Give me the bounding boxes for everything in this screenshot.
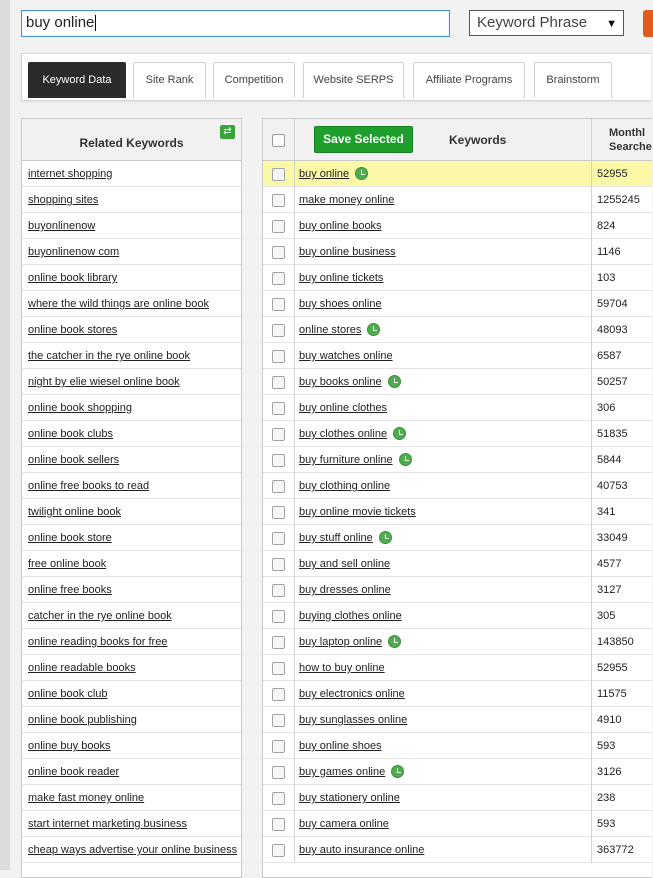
row-checkbox[interactable] [272, 480, 285, 493]
match-type-value: Keyword Phrase [477, 14, 588, 31]
related-keyword-link[interactable]: buyonlinenow com [28, 246, 120, 258]
keyword-row [263, 629, 652, 655]
related-keyword-row [22, 421, 241, 447]
row-checkbox[interactable] [272, 402, 285, 415]
keyword-link[interactable]: buy online business [299, 246, 396, 258]
search-input[interactable] [21, 10, 450, 37]
keyword-link[interactable]: buy online clothes [299, 402, 388, 414]
related-keyword-link[interactable]: start internet marketing business [28, 818, 187, 830]
row-checkbox[interactable] [272, 558, 285, 571]
related-keyword-link[interactable]: online book reader [28, 766, 120, 778]
keyword-row [263, 811, 652, 837]
related-keyword-row [22, 681, 241, 707]
keyword-link[interactable]: buy auto insurance online [299, 844, 425, 856]
related-keyword-link[interactable]: online free books to read [28, 480, 150, 492]
keyword-cell [299, 785, 400, 811]
keyword-row [263, 577, 652, 603]
related-keyword-row [22, 239, 241, 265]
related-keyword-link[interactable]: online readable books [28, 662, 136, 674]
tab-affiliate-programs[interactable] [413, 62, 525, 98]
related-keyword-link[interactable]: online book clubs [28, 428, 114, 440]
column-divider [294, 161, 295, 863]
keyword-cell [299, 213, 382, 239]
related-keyword-link[interactable]: internet shopping [28, 168, 113, 180]
tab-site-rank[interactable] [133, 62, 206, 98]
keyword-row [263, 707, 652, 733]
tab-label: Brainstorm [546, 74, 600, 86]
monthly-searches-cell: 306 [597, 402, 616, 414]
select-all-checkbox[interactable] [272, 134, 285, 147]
related-keyword-row [22, 317, 241, 343]
related-keyword-row [22, 395, 241, 421]
keyword-cell [299, 317, 380, 343]
keyword-link[interactable]: buy online tickets [299, 272, 384, 284]
keyword-cell [299, 421, 406, 447]
monthly-searches-cell: 1255245 [597, 194, 640, 206]
column-divider [591, 161, 592, 863]
related-keyword-link[interactable]: online book stores [28, 324, 118, 336]
tab-label: Competition [224, 74, 284, 86]
keyword-row [263, 369, 652, 395]
row-checkbox[interactable] [272, 610, 285, 623]
keyword-cell [299, 343, 393, 369]
related-keyword-link[interactable]: shopping sites [28, 194, 99, 206]
monthly-searches-cell: 52955 [597, 662, 628, 674]
row-checkbox[interactable] [272, 220, 285, 233]
monthly-searches-cell: 238 [597, 792, 616, 804]
keyword-cell [299, 629, 401, 655]
keyword-cell [299, 499, 416, 525]
keyword-link[interactable]: buy watches online [299, 350, 393, 362]
keyword-row [263, 343, 652, 369]
keyword-cell [299, 707, 407, 733]
keyword-link[interactable]: buy stuff online [299, 532, 373, 544]
row-checkbox[interactable] [272, 506, 285, 519]
keyword-link[interactable]: buy books online [299, 376, 382, 388]
keyword-row [263, 161, 652, 187]
row-checkbox[interactable] [272, 714, 285, 727]
keyword-row [263, 213, 652, 239]
related-keyword-link[interactable]: cheap ways advertise your online business [28, 844, 238, 856]
related-keyword-row [22, 473, 241, 499]
keyword-cell [299, 265, 383, 291]
text-caret [95, 15, 96, 31]
monthly-searches-cell: 6587 [597, 350, 622, 362]
row-checkbox[interactable] [272, 246, 285, 259]
related-keyword-link[interactable]: twilight online book [28, 506, 121, 518]
keyword-row [263, 265, 652, 291]
keyword-row [263, 447, 652, 473]
keyword-cell [299, 161, 368, 187]
tab-keyword-data[interactable] [28, 62, 126, 98]
column-divider [591, 119, 592, 160]
monthly-searches-cell: 4577 [597, 558, 622, 570]
related-keyword-row [22, 369, 241, 395]
related-keyword-row [22, 603, 241, 629]
monthly-searches-cell: 51835 [597, 428, 628, 440]
tab-website-serps[interactable] [303, 62, 404, 98]
keyword-cell [299, 187, 394, 213]
keyword-cell [299, 525, 392, 551]
related-keyword-row [22, 291, 241, 317]
row-checkbox[interactable] [272, 298, 285, 311]
keyword-link[interactable]: online stores [299, 324, 362, 336]
monthly-searches-cell: 48093 [597, 324, 628, 336]
keyword-link[interactable]: buy online shoes [299, 740, 382, 752]
related-keyword-link[interactable]: online book sellers [28, 454, 120, 466]
keyword-row [263, 759, 652, 785]
monthly-searches-cell: 3126 [597, 766, 622, 778]
row-checkbox[interactable] [272, 818, 285, 831]
related-keyword-row [22, 525, 241, 551]
related-keyword-row [22, 759, 241, 785]
monthly-header-line2: Searche [609, 141, 652, 153]
monthly-searches-cell: 824 [597, 220, 616, 232]
monthly-searches-cell: 50257 [597, 376, 628, 388]
related-keyword-row [22, 707, 241, 733]
keyword-cell [299, 603, 402, 629]
row-checkbox[interactable] [272, 844, 285, 857]
keyword-link[interactable]: buy games online [299, 766, 386, 778]
tab-brainstorm[interactable] [534, 62, 612, 98]
clock-icon[interactable] [391, 765, 404, 778]
search-submit-button[interactable] [643, 10, 653, 37]
keyword-link[interactable]: buy camera online [299, 818, 389, 830]
related-keyword-row [22, 161, 241, 187]
related-keyword-link[interactable]: the catcher in the rye online book [28, 350, 191, 362]
related-keyword-row [22, 213, 241, 239]
keyword-row [263, 395, 652, 421]
row-checkbox[interactable] [272, 766, 285, 779]
keyword-cell [299, 473, 390, 499]
tab-label: Website SERPS [313, 74, 394, 86]
monthly-searches-cell: 593 [597, 740, 616, 752]
monthly-searches-cell: 4910 [597, 714, 622, 726]
related-keyword-link[interactable]: online book library [28, 272, 118, 284]
related-keywords-list [22, 161, 241, 863]
keyword-link[interactable]: buy shoes online [299, 298, 382, 310]
clock-icon[interactable] [367, 323, 380, 336]
keyword-link[interactable]: buying clothes online [299, 610, 402, 622]
swap-arrows-icon[interactable]: ⇄ [220, 125, 235, 139]
row-checkbox[interactable] [272, 194, 285, 207]
row-checkbox[interactable] [272, 376, 285, 389]
monthly-searches-cell: 59704 [597, 298, 628, 310]
related-keyword-link[interactable]: night by elie wiesel online book [28, 376, 180, 388]
monthly-searches-cell: 11575 [597, 688, 627, 700]
related-keyword-link[interactable]: catcher in the rye online book [28, 610, 172, 622]
related-keyword-link[interactable]: where the wild things are online book [28, 298, 210, 310]
keyword-row [263, 655, 652, 681]
clock-icon[interactable] [379, 531, 392, 544]
monthly-searches-cell: 1146 [597, 246, 621, 258]
monthly-header-line1: Monthl [609, 127, 646, 139]
column-divider [294, 119, 295, 160]
related-keyword-row [22, 733, 241, 759]
row-checkbox[interactable] [272, 662, 285, 675]
match-type-select[interactable] [469, 10, 624, 36]
keyword-cell [299, 395, 387, 421]
row-checkbox[interactable] [272, 454, 285, 467]
related-keyword-link[interactable]: online book store [28, 532, 112, 544]
keyword-cell [299, 811, 389, 837]
related-keyword-link[interactable]: online buy books [28, 740, 111, 752]
row-checkbox[interactable] [272, 168, 285, 181]
related-keyword-row [22, 655, 241, 681]
keyword-cell [299, 681, 405, 707]
keyword-cell [299, 369, 401, 395]
monthly-searches-column-header[interactable] [609, 126, 652, 154]
tab-label: Keyword Data [42, 74, 112, 86]
related-keywords-header [22, 119, 241, 161]
related-keyword-link[interactable]: online book publishing [28, 714, 137, 726]
clock-icon[interactable] [393, 427, 406, 440]
keyword-link[interactable]: buy stationery online [299, 792, 400, 804]
keyword-table-header [263, 119, 652, 161]
keyword-link[interactable]: buy clothes online [299, 428, 388, 440]
keyword-row [263, 681, 652, 707]
row-checkbox[interactable] [272, 688, 285, 701]
clock-icon[interactable] [388, 635, 401, 648]
keyword-cell [299, 577, 391, 603]
related-keyword-link[interactable]: buyonlinenow [28, 220, 96, 232]
row-checkbox[interactable] [272, 740, 285, 753]
keyword-link[interactable]: buy online movie tickets [299, 506, 416, 518]
keyword-cell [299, 759, 404, 785]
row-checkbox[interactable] [272, 428, 285, 441]
keyword-row [263, 187, 652, 213]
keyword-cell [299, 837, 424, 863]
monthly-searches-cell: 52955 [597, 168, 628, 180]
related-keyword-row [22, 811, 241, 837]
keyword-link[interactable]: buy sunglasses online [299, 714, 408, 726]
keywords-column-header[interactable]: Keywords [449, 133, 507, 147]
related-keywords-title: Related Keywords [79, 136, 184, 150]
keyword-link[interactable]: buy electronics online [299, 688, 405, 700]
search-input-value: buy online [26, 14, 95, 31]
row-checkbox[interactable] [272, 636, 285, 649]
clock-icon[interactable] [355, 167, 368, 180]
related-keyword-link[interactable]: online book shopping [28, 402, 132, 414]
keyword-row [263, 291, 652, 317]
related-keyword-row [22, 785, 241, 811]
monthly-searches-cell: 40753 [597, 480, 628, 492]
keyword-row [263, 733, 652, 759]
keyword-link[interactable]: buy furniture online [299, 454, 393, 466]
keyword-link[interactable]: buy dresses online [299, 584, 391, 596]
row-checkbox[interactable] [272, 324, 285, 337]
row-checkbox[interactable] [272, 532, 285, 545]
keyword-link[interactable]: buy online books [299, 220, 382, 232]
keyword-row [263, 837, 652, 863]
row-checkbox[interactable] [272, 584, 285, 597]
keyword-rows [263, 161, 652, 863]
keyword-link[interactable]: make money online [299, 194, 395, 206]
keyword-row [263, 785, 652, 811]
related-keyword-link[interactable]: online book club [28, 688, 108, 700]
keyword-row [263, 239, 652, 265]
related-keyword-row [22, 343, 241, 369]
keyword-row [263, 473, 652, 499]
related-keyword-row [22, 577, 241, 603]
monthly-searches-cell: 341 [597, 506, 616, 518]
keyword-link[interactable]: how to buy online [299, 662, 385, 674]
keyword-row [263, 499, 652, 525]
monthly-searches-cell: 143850 [597, 636, 634, 648]
keyword-cell [299, 655, 385, 681]
related-keyword-row [22, 187, 241, 213]
keyword-results-panel [262, 118, 652, 878]
related-keyword-link[interactable]: free online book [28, 558, 107, 570]
related-keyword-row [22, 499, 241, 525]
related-keyword-link[interactable]: make fast money online [28, 792, 145, 804]
monthly-searches-cell: 3127 [597, 584, 622, 596]
related-keyword-link[interactable]: online free books [28, 584, 112, 596]
keyword-cell [299, 551, 390, 577]
clock-icon[interactable] [399, 453, 412, 466]
keyword-link[interactable]: buy clothing online [299, 480, 391, 492]
keyword-row [263, 421, 652, 447]
clock-icon[interactable] [388, 375, 401, 388]
related-keyword-row [22, 551, 241, 577]
keyword-cell [299, 733, 382, 759]
monthly-searches-cell: 33049 [597, 532, 628, 544]
related-keyword-row [22, 629, 241, 655]
keyword-row [263, 551, 652, 577]
related-keyword-row [22, 265, 241, 291]
monthly-searches-cell: 5844 [597, 454, 622, 466]
left-edge-strip [0, 0, 10, 870]
keyword-row [263, 525, 652, 551]
row-checkbox[interactable] [272, 792, 285, 805]
related-keyword-row [22, 447, 241, 473]
monthly-searches-cell: 305 [597, 610, 616, 622]
keyword-link[interactable]: buy laptop online [299, 636, 383, 648]
keyword-row [263, 603, 652, 629]
monthly-searches-cell: 593 [597, 818, 616, 830]
keyword-row [263, 317, 652, 343]
tab-competition[interactable] [213, 62, 295, 98]
monthly-searches-cell: 103 [597, 272, 616, 284]
keyword-link[interactable]: buy online [299, 168, 350, 180]
related-keywords-panel [21, 118, 242, 878]
tab-bar [21, 53, 651, 101]
tab-label: Site Rank [145, 74, 194, 86]
row-checkbox[interactable] [272, 350, 285, 363]
keyword-cell [299, 291, 382, 317]
dropdown-arrow-icon: ▼ [606, 18, 617, 30]
keyword-cell [299, 447, 412, 473]
row-checkbox[interactable] [272, 272, 285, 285]
related-keyword-row [22, 837, 241, 863]
tab-label: Affiliate Programs [425, 74, 513, 86]
keyword-link[interactable]: buy and sell online [299, 558, 391, 570]
keyword-cell [299, 239, 396, 265]
monthly-searches-cell: 363772 [597, 844, 634, 856]
related-keyword-link[interactable]: online reading books for free [28, 636, 168, 648]
save-selected-button[interactable]: Save Selected [314, 126, 413, 153]
